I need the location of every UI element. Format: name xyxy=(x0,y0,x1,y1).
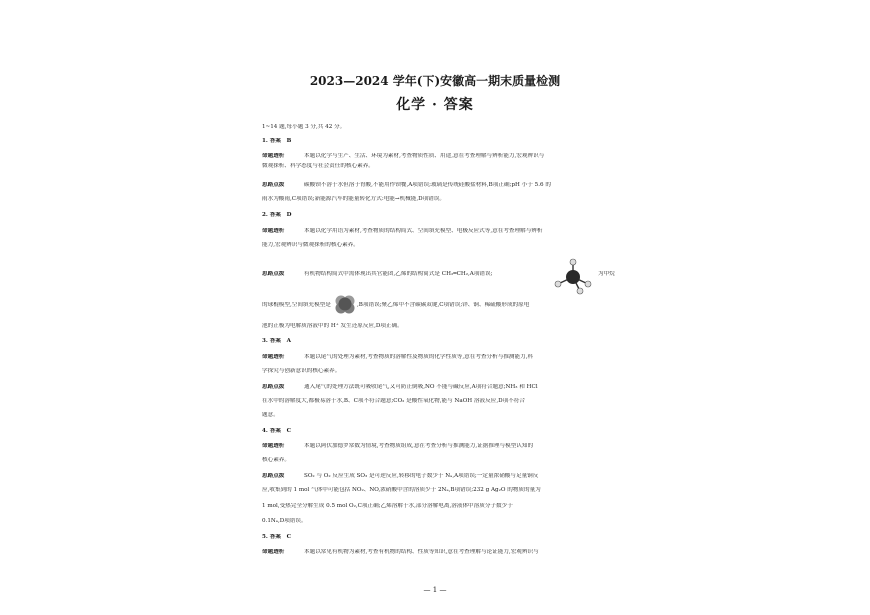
q4-idea-line2: 应,收集到的 1 mol 气体中可能包括 NO₂、NO,浓硝酸中含的溶质少于 2Nₐ,B项错误;232 g Ag₂O 的物质的量为 xyxy=(262,487,541,493)
q3-analysis-line1: 命题透析 本题以尾气的处理为素材,考查物质的溶解性及物质的化学性质等,意在考查分析与推测能力,科 xyxy=(262,354,534,360)
q2-analysis-label: 命题透析 xyxy=(262,228,285,234)
q2-idea-label: 思路点拨 xyxy=(262,271,285,277)
q5-analysis-line1: 命题透析 本题以常见有机物为素材,考查有机物的结构、性质等知识,意在考查理解与论证能力,宏观辨识与 xyxy=(262,549,539,555)
page-subtitle: 化学 · 答案 xyxy=(396,97,474,113)
q4-analysis-line1: 命题透析 本题以阿伏加德罗常数为情境,考查物质组成,意在考查分析与推测能力,证据推理与模型认知的 xyxy=(262,443,534,449)
q1-analysis-line2: 微观探析、科学态度与社会责任的核心素养。 xyxy=(262,163,374,169)
q1-idea-label: 思路点拨 xyxy=(262,182,285,188)
page-title: 2023—2024 学年(下)安徽高一期末质量检测 xyxy=(309,74,561,88)
q1-idea-line1: 思路点拨 碳酸钡不溶于水但溶于胃酸,不能用作钡餐,A项错误;玻璃是传统硅酸盐材料,B项正确;pH 小于 5.6 的 xyxy=(262,182,551,188)
q3-answer: 3. 答案 A xyxy=(262,338,291,344)
q3-idea-line2: 在水中的溶解度大,都极易溶于水,B、C项不符合题意;CO₂ 是酸性氧化物,能与 NaOH 溶液反应,D项不符合 xyxy=(262,398,525,404)
page-number: — 1 — xyxy=(423,586,447,594)
q2-idea-tail1: 为甲烷 xyxy=(598,271,615,277)
q2-analysis-line2: 能力,宏观辨识与微观探析的核心素养。 xyxy=(262,242,359,248)
q2-answer: 2. 答案 D xyxy=(262,212,292,218)
q4-analysis-line2: 核心素养。 xyxy=(262,457,290,463)
q4-idea-line4: 0.1Nₐ,D项错误。 xyxy=(262,518,307,524)
intro-text: 1~14 题,每小题 3 分,共 42 分。 xyxy=(262,124,346,130)
q2-idea-line3: 池的正极为电解质溶液中的 H⁺ 发生还原反应,D项正确。 xyxy=(262,323,403,329)
q1-analysis-label: 命题透析 xyxy=(262,153,285,159)
q2-analysis-line1: 命题透析 本题以化学用语为素材,考查物质的结构简式、空间填充模型、电极反应式等,意在考查理解与辨析 xyxy=(262,228,543,234)
q4-idea-line3: 1 mol,受热完全分解生成 0.5 mol O₂,C项正确;乙烯溶解于水,部分溶解电离,溶液体中溶质分子数少于 xyxy=(262,503,513,509)
q5-analysis-label: 命题透析 xyxy=(262,549,285,555)
q3-idea-line1: 思路点拨 通入尾气的处理方法既可吸收尾气,又可防止倒吸,NO 不能与碱反应,A项符合题意;NH₃ 和 HCl xyxy=(262,384,538,390)
q2-idea-line1: 思路点拨 有机物结构简式中需体现出其官能团,乙烯的结构简式是 CH₂═CH₂,A项错误; xyxy=(262,271,493,277)
q3-analysis-line2: 学探究与创新意识的核心素养。 xyxy=(262,368,341,374)
q3-idea-label: 思路点拨 xyxy=(262,384,285,390)
q2-idea-tail2: ,B项错误;聚乙烯中不含碳碳双键,C项错误;锌、铜、稀硫酸形成的原电 xyxy=(357,302,530,308)
q3-idea-line3: 题意。 xyxy=(262,412,279,418)
q4-idea-label: 思路点拨 xyxy=(262,473,285,479)
q3-analysis-label: 命题透析 xyxy=(262,354,285,360)
q5-answer: 5. 答案 C xyxy=(262,534,292,540)
q4-idea-line1: 思路点拨 SO₂ 与 O₂ 反应生成 SO₃ 是可逆反应,转移的电子数少于 Nₐ,A项错误;一定量浓硝酸与足量铜反 xyxy=(262,473,539,479)
q2-idea-line2: 的球棍模型,空间填充模型是 xyxy=(262,302,331,308)
q4-analysis-label: 命题透析 xyxy=(262,443,285,449)
space-filling-model xyxy=(334,293,356,315)
q1-analysis-line1: 命题透析 本题以化学与生产、生活、环境为素材,考查物质性质、用途,意在考查理解与辨析能力,宏观辨识与 xyxy=(262,153,545,159)
q1-idea-line2: 雨水为酸雨,C项错误;新能源汽车的能量转化方式:电能→机械能,D项错误。 xyxy=(262,196,445,202)
q1-answer: 1. 答案 B xyxy=(262,138,292,144)
q4-answer: 4. 答案 C xyxy=(262,428,292,434)
ball-and-stick-model xyxy=(550,258,596,296)
